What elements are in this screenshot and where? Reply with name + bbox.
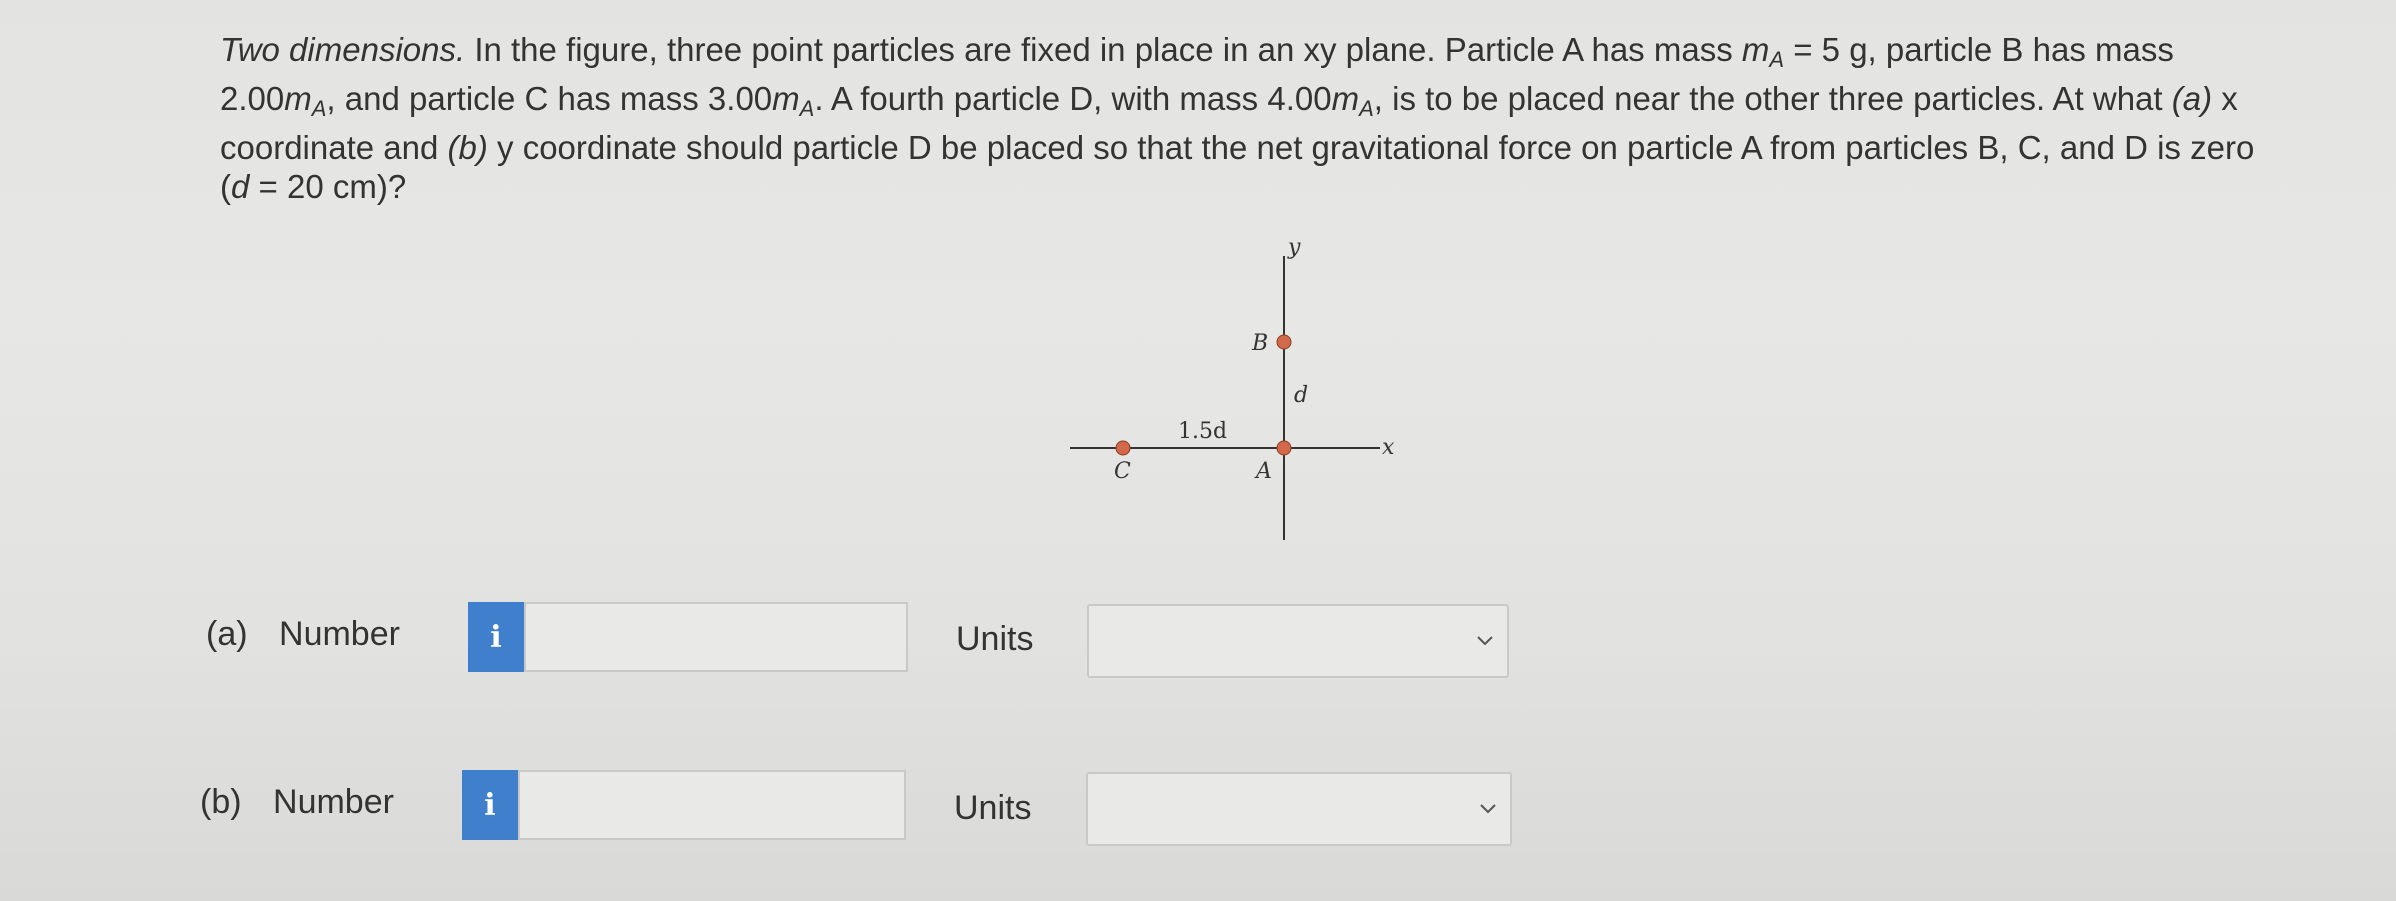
distance-d-label: d xyxy=(1294,383,1309,408)
d-variable: d xyxy=(231,168,250,205)
x-axis-label: x xyxy=(1382,435,1395,460)
part-b-info-button[interactable] xyxy=(462,770,518,840)
question-part: , is to be placed near the other three particles. At what xyxy=(1373,80,2172,117)
part-a-number-label: Number xyxy=(279,615,400,653)
question-part: = 20 cm)? xyxy=(249,168,407,205)
part-a-units-label: Units xyxy=(956,620,1034,658)
question-text xyxy=(220,30,2260,206)
part-a-tag-label: (a) xyxy=(206,615,248,653)
part-a-row-label xyxy=(206,615,400,654)
particle-c xyxy=(1116,441,1130,455)
particle-b-label: B xyxy=(1252,331,1269,356)
question-part: . A fourth particle D, with mass 4.00 xyxy=(814,80,1332,117)
chevron-down-icon xyxy=(1476,796,1500,820)
info-icon: i xyxy=(484,787,496,823)
particle-b xyxy=(1277,335,1291,349)
y-axis-label: y xyxy=(1288,235,1301,260)
figure-svg xyxy=(1050,232,1410,552)
particle-a xyxy=(1277,441,1291,455)
question-part: , and particle C has mass 3.00 xyxy=(326,80,773,117)
question-part: = 5 g, particle B has mass 2.00 xyxy=(220,31,2174,117)
part-b-units-select[interactable] xyxy=(1086,772,1512,846)
part-b-tag: (b) xyxy=(447,129,488,166)
mass-symbol: m xyxy=(772,80,800,117)
part-b-tag-label: (b) xyxy=(200,783,242,821)
part-a-number-input[interactable] xyxy=(524,602,908,672)
distance-1-5d-label: 1.5d xyxy=(1178,419,1228,444)
part-a-info-button[interactable] xyxy=(468,602,524,672)
particle-figure xyxy=(1050,232,1410,552)
part-a-tag: (a) xyxy=(2171,80,2213,117)
question-part: x coordinate and xyxy=(220,80,2238,166)
question-part: In the figure, three point particles are fixed in place in an xy plane. Particle A has mass xyxy=(465,31,1742,68)
mass-subscript: A xyxy=(799,96,815,121)
mass-symbol: m xyxy=(284,80,312,117)
question-part: y coordinate should particle D be placed so that the net gravitational force on particle A from particles B, C, and D is zero ( xyxy=(220,129,2255,205)
mass-symbol: m xyxy=(1741,31,1770,68)
mass-subscript: A xyxy=(1769,47,1785,72)
question-lead: Two dimensions. xyxy=(220,31,466,68)
part-b-units-label: Units xyxy=(954,789,1032,827)
chevron-down-icon xyxy=(1473,628,1497,652)
part-a-units-select[interactable] xyxy=(1087,604,1509,678)
info-icon: i xyxy=(490,619,502,655)
mass-subscript: A xyxy=(311,96,327,121)
part-b-number-input[interactable] xyxy=(518,770,906,840)
mass-subscript: A xyxy=(1359,96,1374,121)
particle-c-label: C xyxy=(1114,459,1131,484)
mass-symbol: m xyxy=(1331,80,1360,117)
particle-a-label: A xyxy=(1256,459,1272,484)
part-b-row-label xyxy=(200,783,394,822)
part-b-number-label: Number xyxy=(273,783,394,821)
